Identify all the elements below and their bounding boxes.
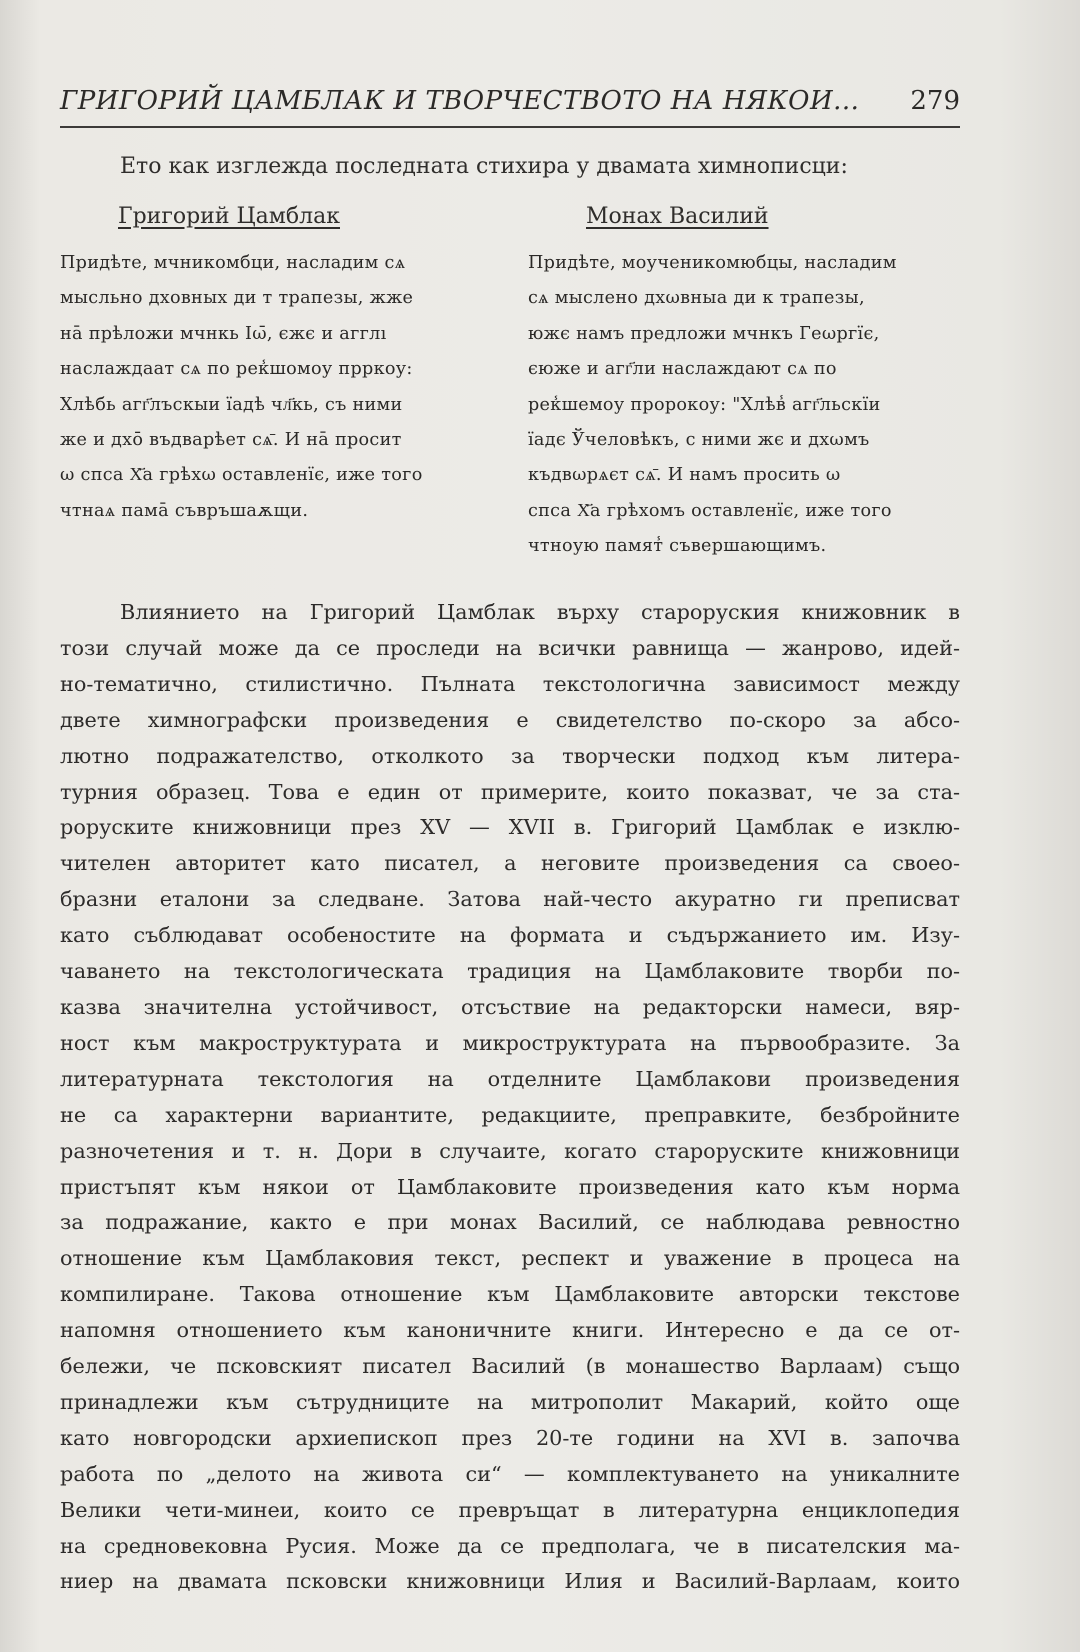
text-line: Хлѣбь агг҃лъскыи їадѣ чл҃кь, съ ними [60, 394, 403, 415]
text-line: їадє Ўчеловѣкъ, с ними жє и дхωмъ [528, 430, 870, 451]
paragraph-line: литературната текстология на отделните Цамблакови произведения [60, 1066, 960, 1091]
paragraph-line: отношение към Цамблаковия текст, респект и уважение в процеса на [60, 1246, 960, 1271]
running-title: ГРИГОРИЙ ЦАМБЛАК И ТВОРЧЕСТВОТО НА НЯКОИ... [60, 86, 860, 116]
text-line: спса Х҃а грѣхомъ оставленїє, иже того [528, 500, 892, 521]
paragraph-line: ниер на двамата псковски книжовници Илия и Василий-Варлаам, които [60, 1569, 960, 1594]
paragraph-line: роруските книжовници през XV — XVII в. Григорий Цамблак е изклю- [60, 815, 960, 840]
text-line: Придѣте, моученикомюбцы, насладим [528, 253, 897, 273]
paragraph-line: Влиянието на Григорий Цамблак върху староруския книжовник в [120, 600, 960, 624]
paragraph-line: принадлежи към сътрудниците на митрополит Макарий, който още [60, 1389, 960, 1414]
intro-sentence: Ето как изглежда последната стихира у двамата химнописци: [120, 154, 848, 179]
paragraph-line: на средновековна Русия. Може да се предполага, че в писателския ма- [60, 1533, 960, 1558]
text-line: къдвωрѧєт сѧ̄. И намъ просить ω [528, 465, 841, 486]
text-line: наслаждаат сѧ по рек̾шомоу прркоу: [60, 359, 413, 380]
paragraph-line: за подражание, както е при монах Василий, се наблюдава ревностно [60, 1210, 960, 1235]
paragraph-line: като новгородски архиепископ през 20-те години на XVI в. започва [60, 1425, 960, 1450]
paragraph-line: пристъпят към някои от Цамблаковите произведения като към норма [60, 1174, 960, 1199]
left-column-title: Григорий Цамблак [118, 204, 340, 229]
text-line: нā прѣложи мчнкь Іω̄, єжє и агглı [60, 323, 387, 344]
paragraph-line: бразни еталони за следване. Затова най-често акуратно ги преписват [60, 887, 960, 912]
paragraph-line: лютно подражателство, отколкото за творчески подход към литера- [60, 743, 960, 768]
paragraph-line: компилиране. Такова отношение към Цамблаковите авторски текстове [60, 1282, 960, 1307]
paragraph-line: двете химнографски произведения е свидетелство по-скоро за абсо- [60, 707, 960, 732]
paragraph-line: турния образец. Това е един от примерите, които показват, че за ста- [60, 779, 960, 804]
paragraph-line: разночетения и т. н. Дори в случаите, когато староруските книжовници [60, 1138, 960, 1163]
paragraph-line: но-тематично, стилистично. Пълната текстологична зависимост между [60, 671, 960, 696]
right-column-title: Монах Василий [586, 204, 769, 229]
left-column-text [60, 246, 490, 529]
body-paragraph [60, 595, 960, 1600]
text-line: сѧ мыслено дхωвныа ди к трапезы, [528, 288, 865, 309]
paragraph-line: като съблюдават особеностите на формата и съдържанието им. Изу- [60, 923, 960, 948]
text-line: чтноую памят̾ съвершающимъ. [528, 536, 827, 557]
paragraph-line: ност към макроструктурата и микроструктурата на първообразите. За [60, 1030, 960, 1055]
text-line: же и дхо̄ въдварѣет сѧ̄. И нā просит [60, 430, 402, 451]
text-line: мысльно дховных ди т трапезы, жже [60, 288, 414, 309]
right-column-text [528, 246, 960, 565]
paragraph-line: работа по „делото на живота си“ — комплектуването на уникалните [60, 1461, 960, 1486]
text-line: чтнаѧ памā съвръшаѫщи. [60, 500, 309, 521]
paragraph-line: напомня отношението към каноничните книги. Интересно е да се от- [60, 1318, 960, 1343]
paragraph-line: не са характерни вариантите, редакциите, преправките, безбройните [60, 1102, 960, 1127]
text-line: єюже и агг҃ли наслаждают сѧ по [528, 359, 837, 380]
paragraph-line: Велики чети-минеи, които се превръщат в литературна енциклопедия [60, 1497, 960, 1522]
paragraph-line: чаването на текстологическата традиция на Цамблаковите творби по- [60, 959, 960, 984]
page-number: 279 [910, 86, 960, 116]
text-line: Придѣте, мчникомбци, насладим сѧ [60, 253, 406, 273]
paragraph-line: този случай може да се проследи на всички равнища — жанрово, идей- [60, 635, 960, 660]
paragraph-line: казва значителна устойчивост, отсъствие на редакторски намеси, вяр- [60, 994, 960, 1019]
text-line: ω спса Х҃а грѣхω оставленїє, иже того [60, 465, 423, 486]
running-header [60, 86, 960, 128]
paragraph-line: бележи, че псковският писател Василий (в монашество Варлаам) също [60, 1354, 960, 1379]
text-line: южє намъ предложи мчнкъ Геωргїє, [528, 323, 880, 344]
text-line: рек̾шемоу пророкоу: "Хлѣв̾ агг҃льскїи [528, 394, 881, 415]
paragraph-line: чителен авторитет като писател, а неговите произведения са своео- [60, 851, 960, 876]
